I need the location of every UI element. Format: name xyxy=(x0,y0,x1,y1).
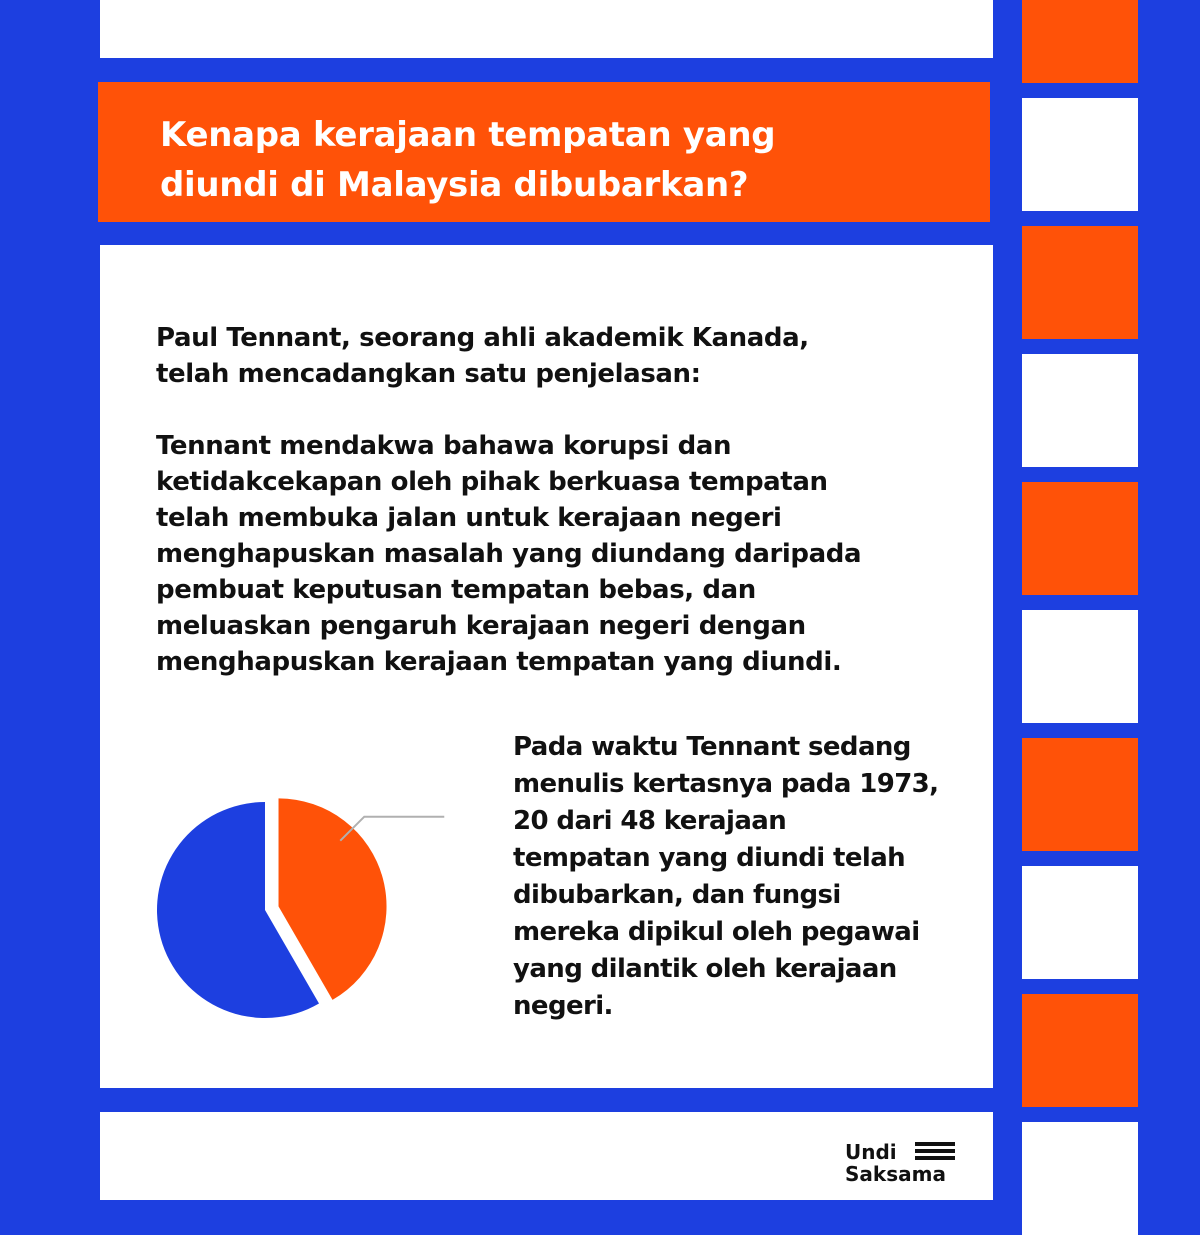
brand-logo-icon xyxy=(915,1142,955,1163)
claim-paragraph: Tennant mendakwa bahawa korupsi dan ketidakcekapan oleh pihak berkuasa tempatan telah membuka jalan untuk kerajaan negeri menghapuskan masalah yang diundang daripada pembuat keputusan tempatan bebas, dan meluaskan pengaruh kerajaan negeri dengan menghapuskan kerajaan tempatan yang diundi. xyxy=(156,431,862,677)
decorative-film-strip xyxy=(1022,0,1138,1200)
top-white-strip xyxy=(100,0,993,58)
film-strip-cell xyxy=(1022,226,1138,339)
title-banner xyxy=(98,82,990,222)
footer-panel xyxy=(100,1112,993,1200)
content-panel xyxy=(100,245,993,1088)
intro-paragraph: Paul Tennant, seorang ahli akademik Kanada, telah mencadangkan satu penjelasan: xyxy=(156,323,809,389)
film-strip-cell xyxy=(1022,994,1138,1107)
pie-chart xyxy=(150,780,450,1020)
film-strip-cell xyxy=(1022,0,1138,83)
brand-name-line1: Undi xyxy=(845,1140,897,1164)
film-strip-cell xyxy=(1022,482,1138,595)
film-strip-cell xyxy=(1022,354,1138,467)
film-strip-cell xyxy=(1022,866,1138,979)
page-title: Kenapa kerajaan tempatan yang diundi di Malaysia dibubarkan? xyxy=(160,115,776,205)
brand-name-line2: Saksama xyxy=(845,1162,946,1186)
film-strip-cell xyxy=(1022,610,1138,723)
film-strip-cell xyxy=(1022,738,1138,851)
film-strip-cell xyxy=(1022,98,1138,211)
film-strip-cell xyxy=(1022,1122,1138,1235)
fact-paragraph: Pada waktu Tennant sedang menulis kertasnya pada 1973, 20 dari 48 kerajaan tempatan yang diundi telah dibubarkan, dan fungsi mereka dipikul oleh pegawai yang dilantik oleh kerajaan negeri. xyxy=(513,732,939,1021)
